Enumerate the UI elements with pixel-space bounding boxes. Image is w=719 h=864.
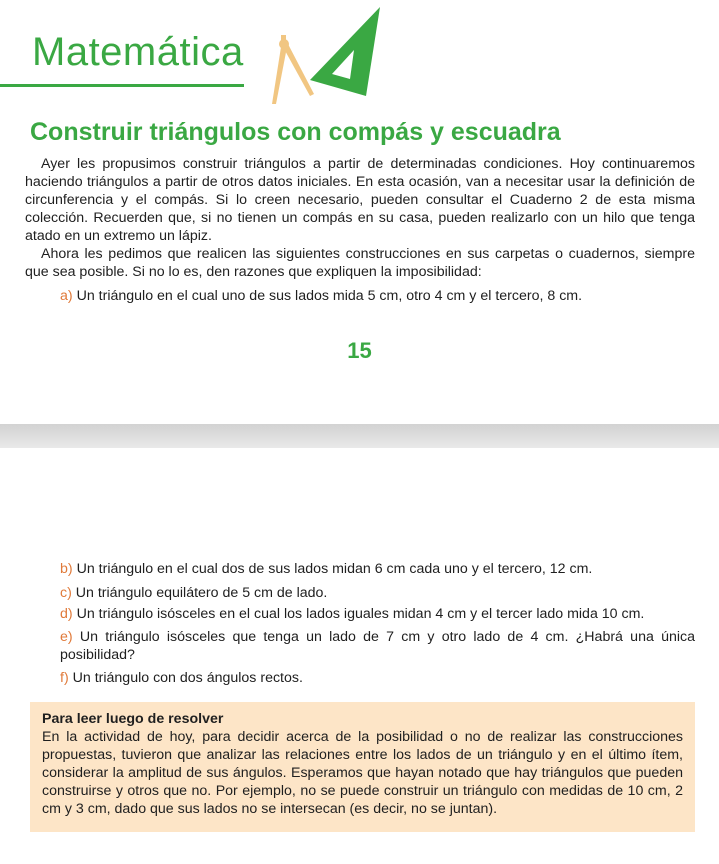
list-item-f [60,669,695,687]
intro-paragraph: Ayer les propusimos construir triángulos a partir de determinadas condiciones. Hoy continuaremos haciendo triángulos a partir de otros datos iniciales. En esta ocasión, van a necesitar usar la definición de circunferencia y el compás. Si lo creen necesario, pueden consultar el Cuaderno 2 de esta misma colección. Recuerden que, si no tienen un compás en su casa, pueden realizarlo con un hilo que tenga atado en un extremo un lápiz. [25,156,695,244]
item-text: Un triángulo isósceles que tenga un lado de 7 cm y otro lado de 4 cm. ¿Habrá una única posibilidad? [60,629,695,663]
note-title: Para leer luego de resolver [42,711,224,727]
item-text: Un triángulo con dos ángulos rectos. [72,670,303,686]
note-text: En la actividad de hoy, para decidir acerca de la posibilidad o no de realizar las construcciones propuestas, tuvieron que analizar las relaciones entre los lados de un triángulo y en el último ítem, considerar la amplitud de sus ángulos. Esperamos que hayan notado que hay triángulos que pueden construirse y otros que no. Por ejemplo, no se puede construir un triángulo con medidas de 10 cm, 2 cm y 3 cm, dado que sus lados no se intersecan (es decir, no se juntan). [42,729,683,817]
item-text: Un triángulo en el cual dos de sus lados midan 6 cm cada uno y el tercero, 12 cm. [76,561,593,577]
item-text: Un triángulo isósceles en el cual los lados iguales midan 4 cm y el tercer lado mida 10 cm. [76,606,645,622]
page-separator [0,424,719,448]
subject-underline [0,84,244,87]
subject-title: Matemática [32,30,244,74]
item-letter: d) [60,606,73,622]
list-item-c [60,584,695,602]
item-letter: c) [60,585,72,601]
item-text: Un triángulo equilátero de 5 cm de lado. [75,585,328,601]
compass-and-set-square-icon [262,2,392,112]
page-top [0,0,719,424]
section-title: Construir triángulos con compás y escuadra [30,118,561,146]
page-number: 15 [347,338,372,363]
item-letter: a) [60,288,73,304]
item-letter: f) [60,670,69,686]
item-letter: b) [60,561,73,577]
item-text: Un triángulo en el cual uno de sus lados mida 5 cm, otro 4 cm y el tercero, 8 cm. [76,288,583,304]
list-item-b [60,560,695,578]
list-item-d [60,605,695,623]
list-item-a [60,287,695,305]
list-item-e [60,628,695,664]
item-letter: e) [60,629,73,645]
after-solving-note [30,702,695,832]
instructions-paragraph: Ahora les pedimos que realicen las siguientes construcciones en sus carpetas o cuadernos, siempre que sea posible. Si no lo es, den razones que expliquen la imposibilidad: [25,246,695,280]
